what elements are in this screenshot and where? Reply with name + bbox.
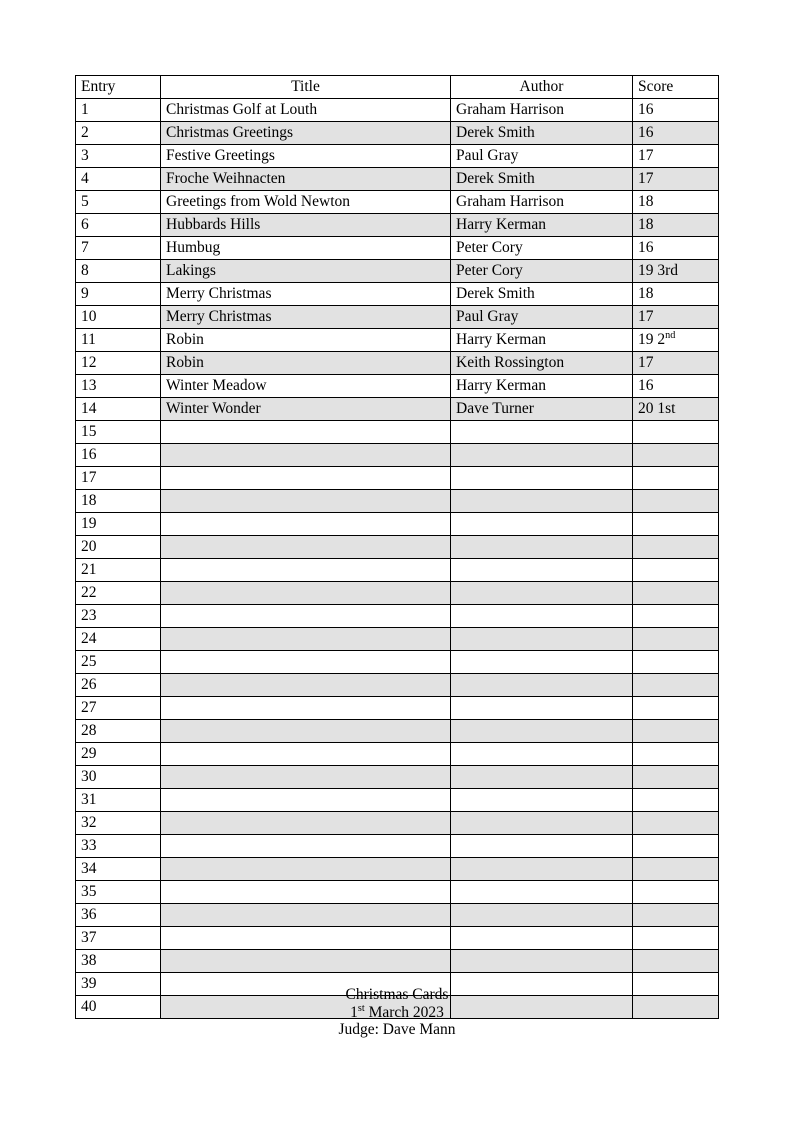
cell-author[interactable]: [451, 536, 633, 559]
cell-entry[interactable]: 19: [76, 513, 161, 536]
table-row: [76, 99, 719, 122]
cell-entry[interactable]: 39: [76, 973, 161, 996]
cell-score[interactable]: 19 3rd: [633, 260, 719, 283]
cell-score[interactable]: [633, 421, 719, 444]
cell-score[interactable]: [633, 559, 719, 582]
cell-title[interactable]: [161, 444, 451, 467]
cell-entry[interactable]: 34: [76, 858, 161, 881]
table-row: [76, 168, 719, 191]
cell-score[interactable]: [633, 766, 719, 789]
cell-score[interactable]: [633, 743, 719, 766]
cell-score[interactable]: 18: [633, 214, 719, 237]
cell-author[interactable]: Dave Turner: [451, 398, 633, 421]
footer-date-number: 1: [350, 1003, 358, 1021]
cell-entry[interactable]: 32: [76, 812, 161, 835]
cell-title[interactable]: [161, 835, 451, 858]
cell-title[interactable]: [161, 743, 451, 766]
cell-author[interactable]: [451, 490, 633, 513]
cell-title[interactable]: Humbug: [161, 237, 451, 260]
cell-author[interactable]: [451, 835, 633, 858]
cell-entry[interactable]: 20: [76, 536, 161, 559]
cell-entry[interactable]: 25: [76, 651, 161, 674]
table-row: [76, 329, 719, 352]
cell-title[interactable]: Christmas Greetings: [161, 122, 451, 145]
cell-score[interactable]: [633, 674, 719, 697]
table-row: [76, 375, 719, 398]
cell-entry[interactable]: 33: [76, 835, 161, 858]
cell-author[interactable]: Derek Smith: [451, 283, 633, 306]
table-row: [76, 927, 719, 950]
cell-title[interactable]: Robin: [161, 352, 451, 375]
cell-score[interactable]: [633, 651, 719, 674]
cell-score[interactable]: 16: [633, 122, 719, 145]
cell-score[interactable]: 17: [633, 168, 719, 191]
cell-title[interactable]: Froche Weihnacten: [161, 168, 451, 191]
cell-author[interactable]: [451, 789, 633, 812]
table-row: [76, 352, 719, 375]
cell-title[interactable]: Lakings: [161, 260, 451, 283]
cell-title[interactable]: [161, 789, 451, 812]
table-header-row: [76, 76, 719, 99]
cell-title[interactable]: [161, 858, 451, 881]
table-row: [76, 398, 719, 421]
table-row: [76, 858, 719, 881]
cell-score[interactable]: [633, 490, 719, 513]
cell-title[interactable]: Greetings from Wold Newton: [161, 191, 451, 214]
cell-title[interactable]: [161, 628, 451, 651]
cell-author[interactable]: Paul Gray: [451, 145, 633, 168]
cell-entry[interactable]: 24: [76, 628, 161, 651]
cell-author[interactable]: Harry Kerman: [451, 375, 633, 398]
cell-title[interactable]: [161, 720, 451, 743]
table-row: [76, 605, 719, 628]
table-row: [76, 421, 719, 444]
cell-author[interactable]: [451, 674, 633, 697]
cell-entry[interactable]: 7: [76, 237, 161, 260]
cell-score[interactable]: [633, 628, 719, 651]
cell-author[interactable]: [451, 858, 633, 881]
cell-entry[interactable]: 29: [76, 743, 161, 766]
cell-author[interactable]: [451, 743, 633, 766]
cell-entry[interactable]: 9: [76, 283, 161, 306]
cell-entry[interactable]: 27: [76, 697, 161, 720]
table-row: [76, 789, 719, 812]
cell-author[interactable]: [451, 904, 633, 927]
table-row: [76, 674, 719, 697]
cell-score[interactable]: [633, 467, 719, 490]
cell-author[interactable]: [451, 605, 633, 628]
cell-author[interactable]: [451, 766, 633, 789]
cell-entry[interactable]: 13: [76, 375, 161, 398]
cell-entry[interactable]: 21: [76, 559, 161, 582]
cell-entry[interactable]: 10: [76, 306, 161, 329]
cell-entry[interactable]: 23: [76, 605, 161, 628]
cell-author[interactable]: [451, 950, 633, 973]
cell-score[interactable]: [633, 904, 719, 927]
score-value: 19 2: [638, 331, 666, 349]
footer-date-ordinal-suffix: st: [357, 1002, 365, 1014]
cell-entry[interactable]: 11: [76, 329, 161, 352]
cell-title[interactable]: [161, 674, 451, 697]
score-ordinal-suffix: nd: [665, 330, 676, 342]
cell-author[interactable]: [451, 927, 633, 950]
table-row: [76, 582, 719, 605]
table-row: [76, 651, 719, 674]
cell-entry[interactable]: 22: [76, 582, 161, 605]
cell-entry[interactable]: 2: [76, 122, 161, 145]
cell-title[interactable]: Festive Greetings: [161, 145, 451, 168]
table-row: [76, 467, 719, 490]
cell-entry[interactable]: 17: [76, 467, 161, 490]
cell-score[interactable]: [633, 697, 719, 720]
cell-title[interactable]: [161, 812, 451, 835]
table-row: [76, 835, 719, 858]
cell-author[interactable]: [451, 444, 633, 467]
cell-score[interactable]: [633, 881, 719, 904]
cell-author[interactable]: [451, 421, 633, 444]
cell-score[interactable]: [633, 789, 719, 812]
cell-score[interactable]: 18: [633, 283, 719, 306]
cell-entry[interactable]: 38: [76, 950, 161, 973]
cell-score[interactable]: 17: [633, 145, 719, 168]
cell-score[interactable]: [633, 605, 719, 628]
cell-title[interactable]: Christmas Golf at Louth: [161, 99, 451, 122]
cell-score[interactable]: [633, 720, 719, 743]
cell-entry[interactable]: 16: [76, 444, 161, 467]
table-row: [76, 214, 719, 237]
cell-score[interactable]: [633, 444, 719, 467]
table-row: [76, 720, 719, 743]
table-row: [76, 950, 719, 973]
cell-title[interactable]: Winter Wonder: [161, 398, 451, 421]
cell-title[interactable]: [161, 881, 451, 904]
cell-title[interactable]: Merry Christmas: [161, 306, 451, 329]
table-row: [76, 628, 719, 651]
cell-author[interactable]: [451, 467, 633, 490]
cell-score[interactable]: [633, 858, 719, 881]
cell-score[interactable]: 16: [633, 375, 719, 398]
table-row: [76, 283, 719, 306]
cell-score[interactable]: 17: [633, 352, 719, 375]
table-row: [76, 122, 719, 145]
competition-results-table: [75, 75, 719, 1019]
cell-author[interactable]: Peter Cory: [451, 237, 633, 260]
cell-author[interactable]: [451, 559, 633, 582]
cell-author[interactable]: Derek Smith: [451, 168, 633, 191]
cell-title[interactable]: [161, 582, 451, 605]
cell-score[interactable]: 16: [633, 237, 719, 260]
cell-entry[interactable]: 18: [76, 490, 161, 513]
cell-title[interactable]: [161, 559, 451, 582]
table-row: [76, 490, 719, 513]
cell-score[interactable]: 18: [633, 191, 719, 214]
cell-title[interactable]: Winter Meadow: [161, 375, 451, 398]
table-row: [76, 743, 719, 766]
cell-title[interactable]: Hubbards Hills: [161, 214, 451, 237]
cell-entry[interactable]: 28: [76, 720, 161, 743]
cell-score[interactable]: [633, 950, 719, 973]
cell-author[interactable]: [451, 720, 633, 743]
cell-title[interactable]: [161, 927, 451, 950]
cell-entry[interactable]: 31: [76, 789, 161, 812]
cell-author[interactable]: [451, 697, 633, 720]
cell-entry[interactable]: 1: [76, 99, 161, 122]
table-row: [76, 536, 719, 559]
cell-author[interactable]: [451, 881, 633, 904]
cell-author[interactable]: [451, 582, 633, 605]
cell-title[interactable]: Robin: [161, 329, 451, 352]
cell-title[interactable]: Merry Christmas: [161, 283, 451, 306]
cell-entry[interactable]: 12: [76, 352, 161, 375]
cell-entry[interactable]: 26: [76, 674, 161, 697]
cell-author[interactable]: [451, 812, 633, 835]
cell-score[interactable]: [633, 536, 719, 559]
cell-title[interactable]: [161, 513, 451, 536]
cell-author[interactable]: [451, 651, 633, 674]
cell-author[interactable]: [451, 628, 633, 651]
cell-entry[interactable]: 6: [76, 214, 161, 237]
cell-entry[interactable]: 4: [76, 168, 161, 191]
cell-score[interactable]: [633, 927, 719, 950]
cell-title[interactable]: [161, 950, 451, 973]
footer-event-title: Christmas Cards: [345, 986, 449, 1003]
cell-score[interactable]: 16: [633, 99, 719, 122]
cell-entry[interactable]: 36: [76, 904, 161, 927]
cell-score[interactable]: [633, 582, 719, 605]
cell-score[interactable]: 17: [633, 306, 719, 329]
cell-score[interactable]: [633, 812, 719, 835]
footer-date-rest: March 2023: [364, 1003, 444, 1021]
table-row: [76, 766, 719, 789]
table-row: [76, 260, 719, 283]
column-header-author: Author: [451, 76, 633, 99]
cell-entry[interactable]: 35: [76, 881, 161, 904]
cell-entry[interactable]: 40: [76, 996, 161, 1019]
table-header: [76, 76, 719, 99]
cell-score[interactable]: [633, 513, 719, 536]
table-row: [76, 697, 719, 720]
cell-title[interactable]: [161, 697, 451, 720]
cell-author[interactable]: Graham Harrison: [451, 191, 633, 214]
cell-author[interactable]: Graham Harrison: [451, 99, 633, 122]
table-row: [76, 237, 719, 260]
cell-entry[interactable]: 30: [76, 766, 161, 789]
cell-entry[interactable]: 5: [76, 191, 161, 214]
cell-title[interactable]: [161, 605, 451, 628]
cell-title[interactable]: [161, 490, 451, 513]
cell-entry[interactable]: 14: [76, 398, 161, 421]
cell-author[interactable]: Harry Kerman: [451, 214, 633, 237]
table-body: [76, 99, 719, 1019]
table-row: [76, 881, 719, 904]
column-header-score: Score: [633, 76, 719, 99]
table-row: [76, 513, 719, 536]
cell-title[interactable]: [161, 904, 451, 927]
cell-title[interactable]: [161, 467, 451, 490]
cell-author[interactable]: Harry Kerman: [451, 329, 633, 352]
cell-score[interactable]: [633, 835, 719, 858]
table-row: [76, 306, 719, 329]
cell-author[interactable]: Paul Gray: [451, 306, 633, 329]
column-header-entry: Entry: [76, 76, 161, 99]
cell-score[interactable]: 20 1st: [633, 398, 719, 421]
cell-author[interactable]: Derek Smith: [451, 122, 633, 145]
footer-judge: Judge: Dave Mann: [338, 1021, 456, 1038]
table-row: [76, 904, 719, 927]
footer-date: [0, 1004, 794, 1022]
cell-entry[interactable]: 3: [76, 145, 161, 168]
cell-title[interactable]: [161, 766, 451, 789]
cell-author[interactable]: Peter Cory: [451, 260, 633, 283]
cell-score[interactable]: [633, 329, 719, 352]
cell-author[interactable]: Keith Rossington: [451, 352, 633, 375]
table-row: [76, 444, 719, 467]
cell-entry[interactable]: 15: [76, 421, 161, 444]
table-row: [76, 191, 719, 214]
cell-title[interactable]: [161, 536, 451, 559]
document-footer: [0, 986, 794, 1039]
cell-entry[interactable]: 37: [76, 927, 161, 950]
table-row: [76, 812, 719, 835]
cell-title[interactable]: [161, 651, 451, 674]
cell-entry[interactable]: 8: [76, 260, 161, 283]
cell-title[interactable]: [161, 421, 451, 444]
table-row: [76, 145, 719, 168]
cell-author[interactable]: [451, 513, 633, 536]
column-header-title: Title: [161, 76, 451, 99]
table-row: [76, 559, 719, 582]
